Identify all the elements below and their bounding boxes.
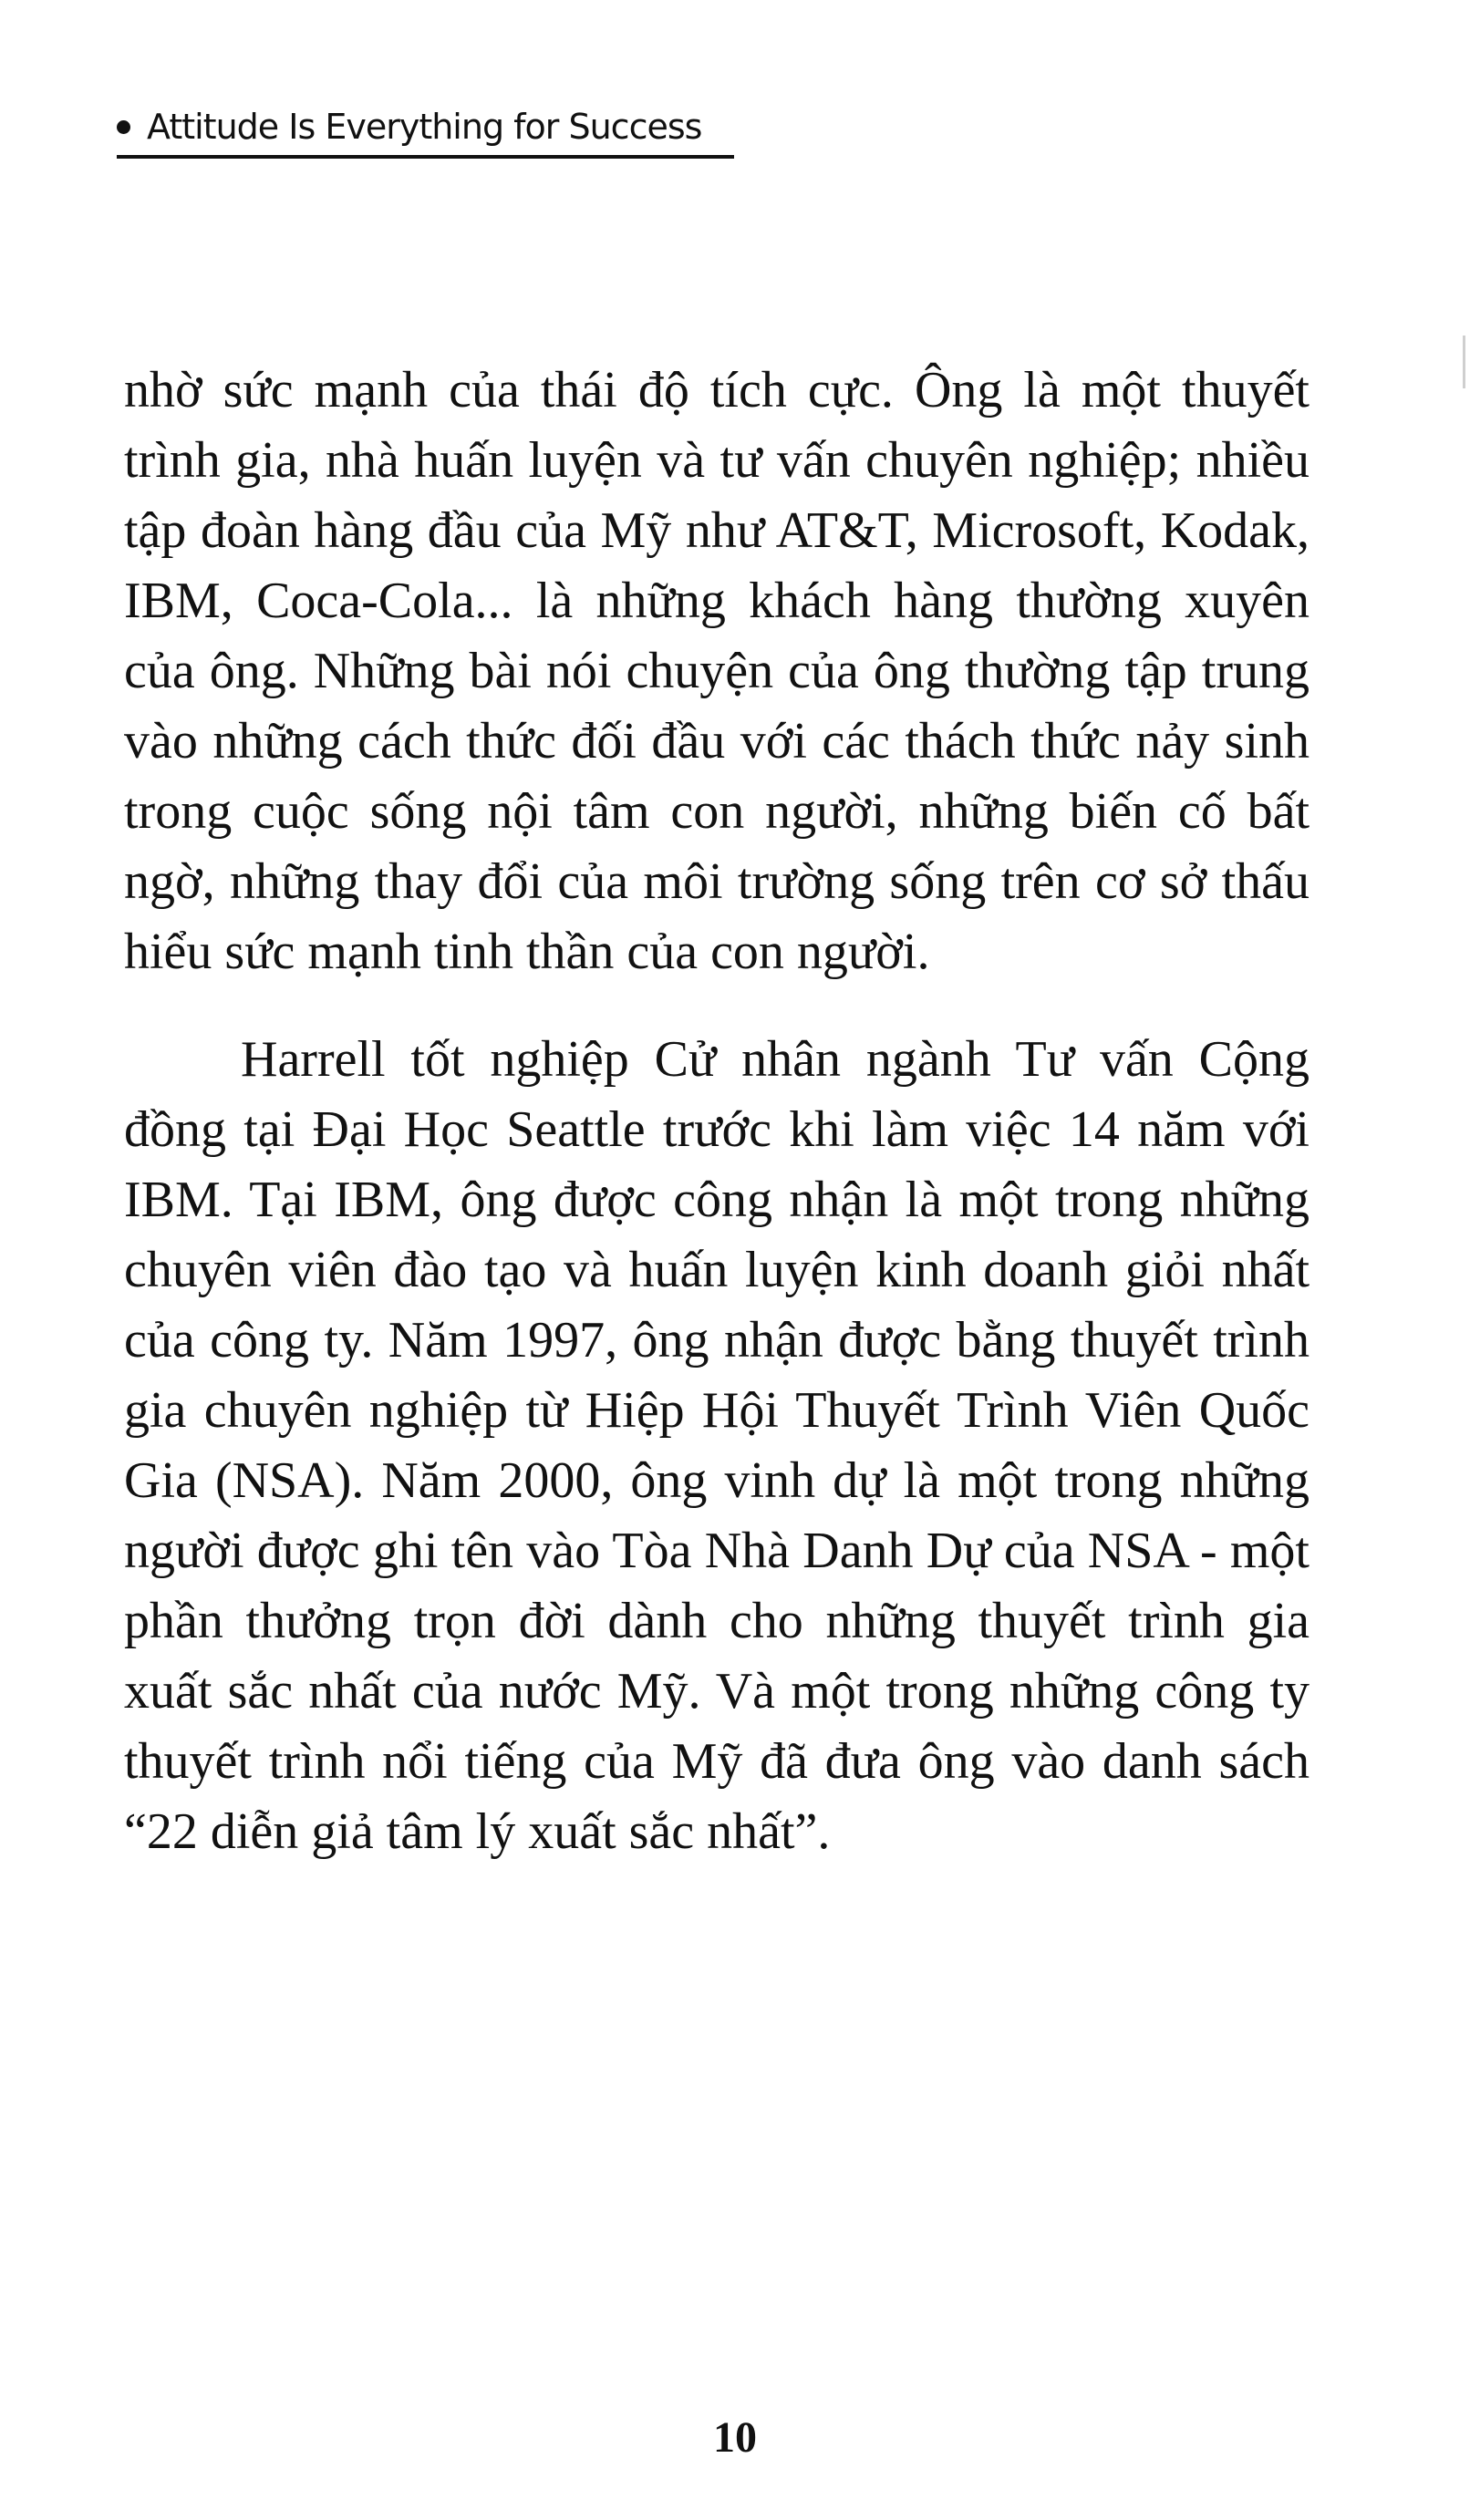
page-number: 10	[713, 2413, 757, 2462]
bullet-icon	[117, 120, 130, 134]
paragraph-1: nhờ sức mạnh của thái độ tích cực. Ông là một thuyết trình gia, nhà huấn luyện và tư vấn chuyên nghiệp; nhiều tập đoàn hàng đầu của Mỹ như AT&T, Microsoft, Kodak, IBM, Coca-Cola... là những khách hàng thường xuyên của ông. Những bài nói chuyện của ông thường tập trung vào những cách thức đối đầu với các thách thức nảy sinh trong cuộc sống nội tâm con người, những biến cố bất ngờ, những thay đổi của môi trường sống trên cơ sở thấu hiểu sức mạnh tinh thần của con người.	[124, 362, 1310, 980]
running-header-title: Attitude Is Everything for Success	[147, 107, 702, 147]
running-header	[117, 98, 734, 159]
margin-mark	[1463, 336, 1465, 388]
paragraph-2: Harrell tốt nghiệp Cử nhân ngành Tư vấn Cộng đồng tại Đại Học Seattle trước khi làm việc 14 năm với IBM. Tại IBM, ông được công nhận là một trong những chuyên viên đào tạo và huấn luyện kinh doanh giỏi nhất của công ty. Năm 1997, ông nhận được bằng thuyết trình gia chuyên nghiệp từ Hiệp Hội Thuyết Trình Viên Quốc Gia (NSA). Năm 2000, ông vinh dự là một trong những người được ghi tên vào Tòa Nhà Danh Dự của NSA - một phần thưởng trọn đời dành cho những thuyết trình gia xuất sắc nhất của nước Mỹ. Và một trong những công ty thuyết trình nổi tiếng của Mỹ đã đưa ông vào danh sách “22 diễn giả tâm lý xuất sắc nhất”.	[124, 1031, 1310, 1860]
body-text	[124, 356, 1310, 1867]
